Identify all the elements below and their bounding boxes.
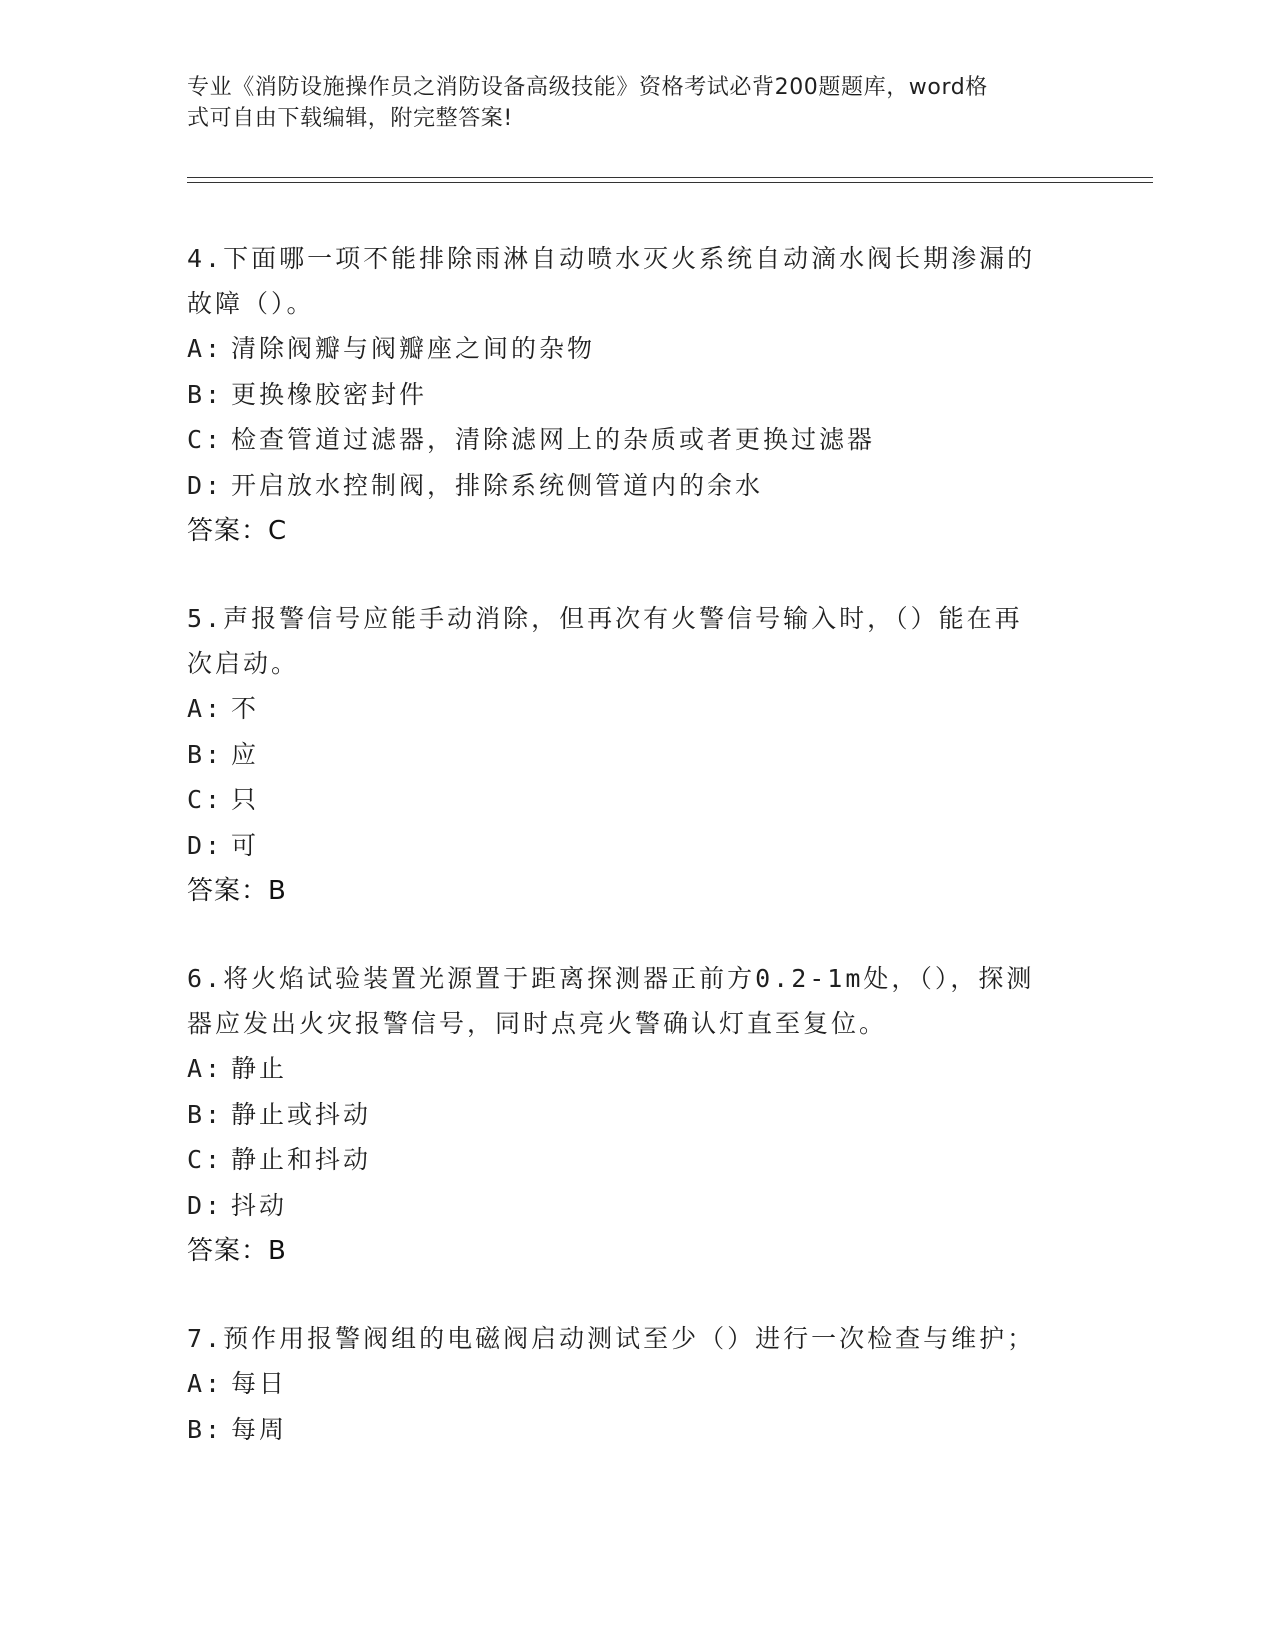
header-divider-top [187,177,1153,178]
option-key: C: [187,1145,224,1174]
option-key: B: [187,1099,224,1129]
question-stem-line: 7.预作用报警阀组的电磁阀启动测试至少（）进行一次检查与维护； [187,1324,1036,1353]
option-b [187,732,1087,778]
option-text: 每日 [231,1369,288,1398]
option-key: B: [187,739,224,769]
option-text: 不 [231,694,260,723]
question-item [187,236,1087,554]
answer-line: 答案：C [187,516,288,546]
option-text: 静止 [231,1054,288,1083]
option-text: 静止或抖动 [231,1099,372,1129]
option-key: D: [187,470,224,500]
question-stem-line: 6.将火焰试验装置光源置于距离探测器正前方0.2-1m处，（），探测 [187,964,1035,993]
option-text: 每周 [231,1414,288,1444]
header-divider-bottom [187,182,1153,183]
option-text: 应 [231,739,260,769]
question-stem-line: 4.下面哪一项不能排除雨淋自动喷水灭火系统自动滴水阀长期渗漏的 [187,244,1036,273]
option-text: 可 [231,830,260,860]
question-stem-line: 器应发出火灾报警信号，同时点亮火警确认灯直至复位。 [187,1009,888,1038]
option-b [187,1407,1087,1453]
option-c [187,1137,1087,1183]
option-key: C: [187,425,224,454]
option-key: D: [187,830,224,860]
question-item [187,1316,1087,1452]
option-d [187,463,1087,509]
answer-line: 答案：B [187,1236,287,1266]
option-key: A: [187,334,224,363]
option-text: 只 [231,785,260,814]
question-stem-line: 5.声报警信号应能手动消除，但再次有火警信号输入时，（）能在再 [187,604,1023,633]
header-line-1: 专业《消防设施操作员之消防设备高级技能》资格考试必背200题题库，word格 [187,75,988,100]
option-key: C: [187,785,224,814]
option-a [187,1361,1087,1407]
option-c [187,777,1087,823]
header-line-2: 式可自由下载编辑，附完整答案! [187,106,513,131]
option-text: 检查管道过滤器，清除滤网上的杂质或者更换过滤器 [231,425,876,454]
option-text: 更换橡胶密封件 [231,379,428,409]
question-list [187,236,1087,1494]
option-key: A: [187,1369,224,1398]
option-key: B: [187,379,224,409]
option-key: A: [187,1054,224,1083]
option-b [187,372,1087,418]
option-text: 清除阀瓣与阀瓣座之间的杂物 [231,334,596,363]
option-text: 抖动 [231,1190,288,1220]
option-key: D: [187,1190,224,1220]
question-item [187,956,1087,1274]
option-text: 开启放水控制阀，排除系统侧管道内的余水 [231,470,764,500]
option-text: 静止和抖动 [231,1145,372,1174]
question-stem-line: 故障（）。 [187,289,315,318]
option-b [187,1092,1087,1138]
option-d [187,1183,1087,1229]
option-c [187,417,1087,463]
option-a [187,326,1087,372]
question-stem-line: 次启动。 [187,649,300,678]
option-a [187,1046,1087,1092]
option-a [187,686,1087,732]
option-key: B: [187,1414,224,1444]
option-key: A: [187,694,224,723]
answer-line: 答案：B [187,876,287,906]
option-d [187,823,1087,869]
document-header [187,72,1067,134]
question-item [187,596,1087,914]
